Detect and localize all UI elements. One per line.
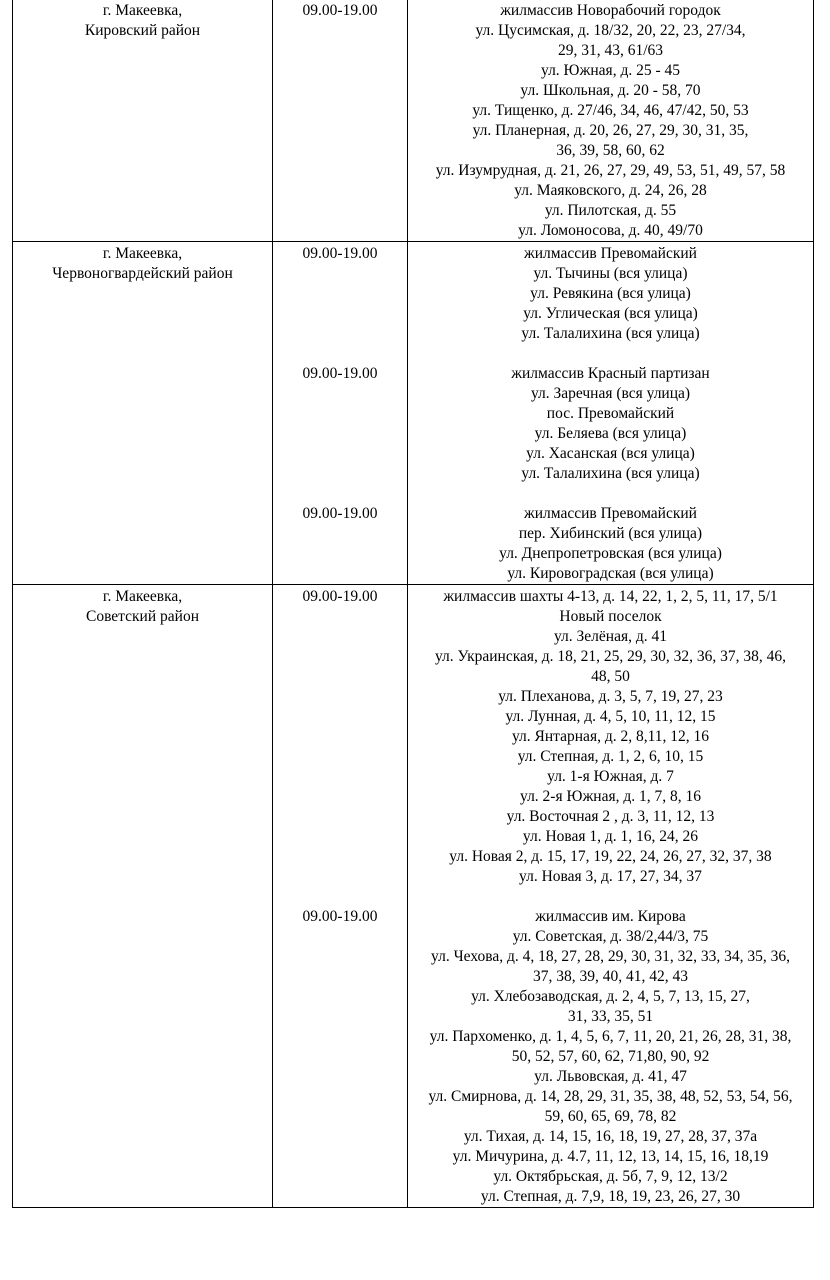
address-line: ул. Школьная, д. 20 - 58, 70 [520, 82, 701, 99]
address-group [408, 907, 813, 1207]
time-range: 09.00-19.00 [302, 505, 378, 522]
time-range: 09.00-19.00 [302, 2, 378, 19]
address-line: 50, 52, 57, 60, 62, 71,80, 90, 92 [511, 1048, 710, 1065]
address-line: ул. Новая 2, д. 15, 17, 19, 22, 24, 26, 27, 32, 37, 38 [449, 848, 772, 865]
address-line: ул. Новая 3, д. 17, 27, 34, 37 [519, 868, 702, 885]
address-line: ул. Тихая, д. 14, 15, 16, 18, 19, 27, 28, 37, 37а [463, 1128, 758, 1145]
address-line: 37, 38, 39, 40, 41, 42, 43 [533, 968, 688, 985]
address-line: ул. Новая 1, д. 1, 16, 24, 26 [522, 828, 699, 845]
address-group [408, 364, 813, 484]
time-range: 09.00-19.00 [302, 365, 378, 382]
address-line: ул. Углическая (вся улица) [523, 305, 698, 322]
addresses-cell [408, 585, 814, 1208]
district-cell [13, 0, 273, 242]
address-line: ул. Изумрудная, д. 21, 26, 27, 29, 49, 53, 51, 49, 57, 58 [435, 162, 786, 179]
address-line: ул. Лунная, д. 4, 5, 10, 11, 12, 15 [505, 708, 716, 725]
address-line: ул. Степная, д. 7,9, 18, 19, 23, 26, 27, 30 [480, 1188, 741, 1205]
address-line: ул. Пилотская, д. 55 [544, 202, 677, 219]
group-spacer [408, 887, 813, 907]
address-line: Новый поселок [559, 608, 662, 625]
group-spacer [273, 344, 407, 364]
address-line: жилмассив Превомайский [524, 505, 697, 522]
address-line: ул. Заречная (вся улица) [530, 385, 691, 402]
address-group [408, 1, 813, 241]
address-line: ул. Октябрьская, д. 5б, 7, 9, 12, 13/2 [493, 1168, 728, 1185]
address-line: ул. 1-я Южная, д. 7 [547, 768, 674, 785]
address-line: ул. Степная, д. 1, 2, 6, 10, 15 [517, 748, 704, 765]
district-name-line: Червоногвардейский район [52, 265, 233, 282]
address-line: ул. Днепропетровская (вся улица) [499, 545, 722, 562]
time-block [273, 1, 407, 241]
time-block [273, 364, 407, 484]
address-line: ул. Тищенко, д. 27/46, 34, 46, 47/42, 50, 53 [472, 102, 749, 119]
address-line: ул. Маяковского, д. 24, 26, 28 [514, 182, 707, 199]
address-line: ул. Мичурина, д. 4.7, 11, 12, 13, 14, 15, 16, 18,19 [452, 1148, 769, 1165]
time-range: 09.00-19.00 [302, 245, 378, 262]
group-spacer [408, 484, 813, 504]
address-line: жилмассив Красный партизан [511, 365, 710, 382]
address-group [408, 244, 813, 344]
address-line: ул. Беляева (вся улица) [534, 425, 687, 442]
address-line: пос. Превомайский [546, 405, 675, 422]
address-line: ул. Ревякина (вся улица) [530, 285, 691, 302]
address-line: пер. Хибинский (вся улица) [518, 525, 703, 542]
time-block [273, 907, 407, 1207]
district-row [13, 0, 814, 242]
address-line: жилмассив шахты 4-13, д. 14, 22, 1, 2, 5, 11, 17, 5/1 [443, 588, 778, 605]
time-cell [273, 0, 408, 242]
district-name-line: г. Макеевка, [102, 245, 183, 262]
district-cell [13, 585, 273, 1208]
address-line: ул. Хлебозаводская, д. 2, 4, 5, 7, 13, 15, 27, [471, 988, 750, 1005]
schedule-body [13, 0, 814, 1208]
time-block [273, 587, 407, 887]
address-line: ул. 2-я Южная, д. 1, 7, 8, 16 [520, 788, 701, 805]
district-name-line: г. Макеевка, [102, 2, 183, 19]
time-cell [273, 585, 408, 1208]
address-line: ул. Талалихина (вся улица) [521, 325, 700, 342]
group-spacer [273, 887, 407, 907]
address-line: ул. Чехова, д. 4, 18, 27, 28, 29, 30, 31, 32, 33, 34, 35, 36, [431, 948, 790, 965]
group-spacer [408, 344, 813, 364]
time-block [273, 504, 407, 584]
address-line: ул. Восточная 2 , д. 3, 11, 12, 13 [506, 808, 715, 825]
district-name-line: Кировский район [84, 22, 201, 39]
address-line: 29, 31, 43, 61/63 [557, 42, 664, 59]
district-name-line: Советский район [85, 608, 199, 625]
address-line: ул. Планерная, д. 20, 26, 27, 29, 30, 31, 35, [472, 122, 749, 139]
address-line: ул. Советская, д. 38/2,44/3, 75 [512, 928, 709, 945]
time-cell [273, 242, 408, 585]
address-line: жилмассив Новорабочий городок [500, 2, 721, 19]
address-line: 59, 60, 65, 69, 78, 82 [544, 1108, 677, 1125]
addresses-cell [408, 0, 814, 242]
address-group [408, 504, 813, 584]
district-row [13, 242, 814, 585]
addresses-cell [408, 242, 814, 585]
time-block [273, 244, 407, 344]
address-line: жилмассив им. Кирова [535, 908, 686, 925]
address-line: ул. Ломоносова, д. 40, 49/70 [518, 222, 703, 239]
address-line: 31, 33, 35, 51 [567, 1008, 654, 1025]
address-line: ул. Плеханова, д. 3, 5, 7, 19, 27, 23 [498, 688, 723, 705]
address-line: ул. Южная, д. 25 - 45 [541, 62, 680, 79]
address-line: ул. Тычины (вся улица) [533, 265, 688, 282]
address-line: ул. Пархоменко, д. 1, 4, 5, 6, 7, 11, 20, 21, 26, 28, 31, 38, [429, 1028, 792, 1045]
address-line: 48, 50 [591, 668, 630, 685]
address-line: ул. Талалихина (вся улица) [521, 465, 700, 482]
address-line: ул. Украинская, д. 18, 21, 25, 29, 30, 32, 36, 37, 38, 46, [434, 648, 787, 665]
address-group [408, 587, 813, 887]
address-line: ул. Хасанская (вся улица) [526, 445, 695, 462]
time-range: 09.00-19.00 [302, 588, 378, 605]
district-name-line: г. Макеевка, [102, 588, 183, 605]
address-line: ул. Зелёная, д. 41 [553, 628, 667, 645]
group-spacer [273, 484, 407, 504]
address-line: 36, 39, 58, 60, 62 [556, 142, 665, 159]
address-line: ул. Цусимская, д. 18/32, 20, 22, 23, 27/34, [475, 22, 746, 39]
address-line: ул. Кировоградская (вся улица) [507, 565, 714, 582]
address-line: ул. Янтарная, д. 2, 8,11, 12, 16 [511, 728, 710, 745]
address-line: ул. Львовская, д. 41, 47 [534, 1068, 687, 1085]
address-line: ул. Смирнова, д. 14, 28, 29, 31, 35, 38, 48, 52, 53, 54, 56, [428, 1088, 793, 1105]
district-cell [13, 242, 273, 585]
time-range: 09.00-19.00 [302, 908, 378, 925]
address-line: жилмассив Превомайский [524, 245, 697, 262]
outage-schedule-table [12, 0, 814, 1208]
district-row [13, 585, 814, 1208]
